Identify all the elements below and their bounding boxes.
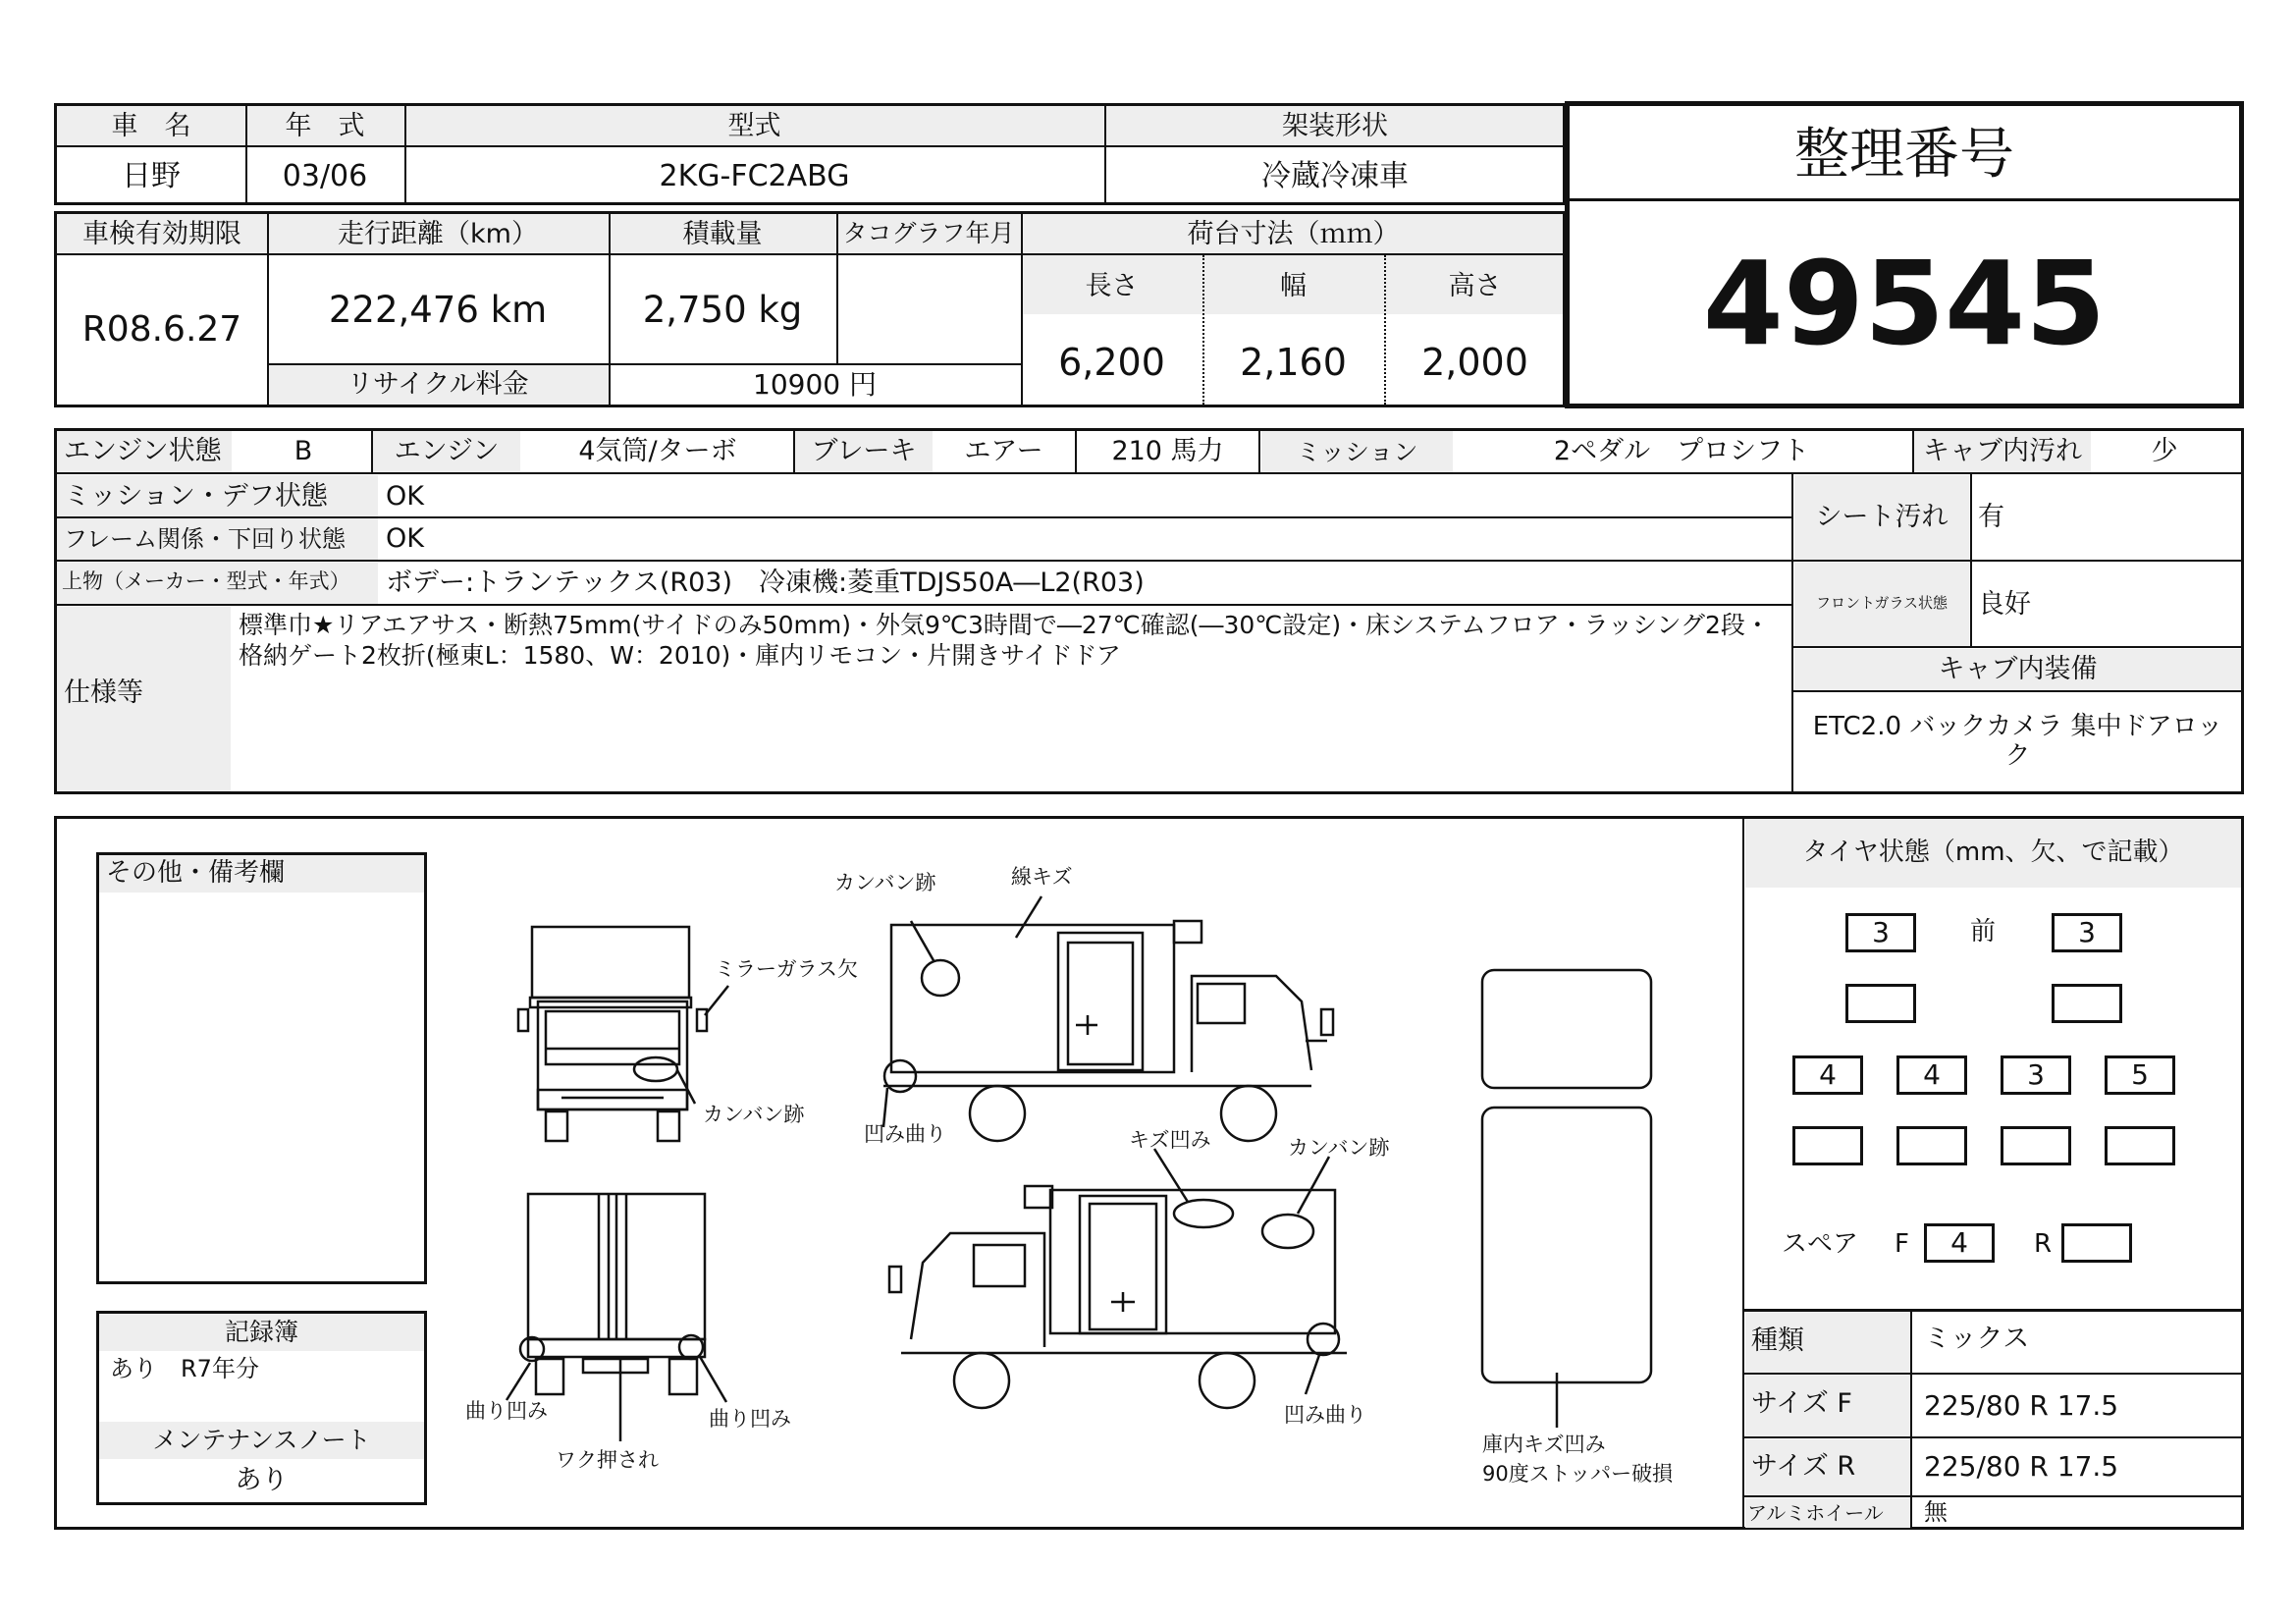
length-label: 長さ xyxy=(1085,271,1139,301)
body-value: 冷蔵冷凍車 xyxy=(1261,159,1409,193)
tire-front-right: 3 xyxy=(2052,913,2122,952)
label-interior2: 90度ストッパー破損 xyxy=(1482,1462,1674,1486)
tire-spare-f: 4 xyxy=(1924,1223,1995,1263)
tire-rear-7 xyxy=(2001,1126,2071,1165)
alumi-value: 無 xyxy=(1924,1498,1948,1526)
front-label: 前 xyxy=(1969,917,1996,947)
size-r-value: 225/80 R 17.5 xyxy=(1924,1450,2119,1483)
cab-equip-line2: ク xyxy=(2004,741,2031,771)
spec-line2: 格納ゲート2枚折(極東L：1580、W：2010)・庫内リモコン・片開きサイドドア xyxy=(239,641,1121,670)
spare-f-label: F xyxy=(1895,1229,1909,1259)
front-glass-label: フロントガラス状態 xyxy=(1815,594,1949,612)
label-kanban3: カンバン跡 xyxy=(1288,1136,1390,1160)
engine-state-label: エンジン状態 xyxy=(64,436,222,466)
label-kizu-hekomi: キズ凹み xyxy=(1129,1128,1211,1152)
label-magari2: 曲り凹み xyxy=(709,1407,791,1431)
tire-front-left: 3 xyxy=(1845,913,1916,952)
load-value: 2,750 kg xyxy=(642,289,803,331)
type-value: ミックス xyxy=(1924,1324,2030,1354)
model-label: 型式 xyxy=(727,111,781,141)
frame-label: フレーム関係・下回り状態 xyxy=(64,525,347,553)
type-label: 種類 xyxy=(1751,1325,1804,1356)
brake-label: ブレーキ xyxy=(811,436,917,466)
remarks-label: その他・備考欄 xyxy=(106,858,286,888)
label-interior1: 庫内キズ凹み xyxy=(1482,1433,1606,1456)
truck-front-view xyxy=(518,927,707,1141)
body-label: 架装形状 xyxy=(1282,111,1388,141)
truck-top-view xyxy=(1482,970,1651,1428)
label-kanban1: カンバン跡 xyxy=(834,871,936,894)
spec-label: 仕様等 xyxy=(64,677,143,708)
size-f-value: 225/80 R 17.5 xyxy=(1924,1389,2119,1422)
mileage-label: 走行距離（km） xyxy=(338,219,538,249)
cargo-label: 荷台寸法（ｍｍ） xyxy=(1187,219,1400,249)
tires-title: タイヤ状態（mm、欠、で記載） xyxy=(1802,838,2184,867)
upper-label: 上物（メーカー・型式・年式） xyxy=(62,569,350,593)
recycle-label: リサイクル料金 xyxy=(347,369,529,400)
reference-label: 整理番号 xyxy=(1794,123,2014,187)
mission-diff-value: OK xyxy=(386,481,424,512)
tire-rear-3: 3 xyxy=(2001,1055,2071,1095)
tacho-label: タコグラフ年月 xyxy=(842,219,1015,247)
label-magari1: 曲り凹み xyxy=(465,1399,548,1423)
label-sen-kizu: 線キズ xyxy=(1011,865,1073,889)
tire-rear-1: 4 xyxy=(1792,1055,1863,1095)
length-value: 6,200 xyxy=(1058,341,1165,384)
size-r-label: サイズ R xyxy=(1751,1451,1856,1482)
width-label: 幅 xyxy=(1280,271,1307,301)
spare-r-label: R xyxy=(2034,1229,2053,1259)
engine-value: 4気筒/ターボ xyxy=(578,436,737,466)
mission-diff-label: ミッション・デフ状態 xyxy=(64,481,328,512)
upper-value: ボデー:トランテックス(R03) 冷凍機:菱重TDJS50A―L2(R03) xyxy=(386,568,1145,598)
label-hekomi1: 凹み曲り xyxy=(864,1122,946,1146)
record-value: あり R7年分 xyxy=(110,1355,259,1382)
label-kanban2: カンバン跡 xyxy=(703,1103,805,1126)
spare-label: スペア xyxy=(1782,1229,1859,1259)
mission-label: ミッション xyxy=(1296,438,1418,466)
tire-front-right-inner xyxy=(2052,984,2122,1023)
width-value: 2,160 xyxy=(1240,341,1347,384)
tire-rear-6 xyxy=(1896,1126,1967,1165)
size-f-label: サイズ F xyxy=(1751,1388,1852,1419)
brake-value: エアー xyxy=(964,436,1043,466)
tire-rear-5 xyxy=(1792,1126,1863,1165)
engine-label: エンジン xyxy=(394,436,500,466)
label-mirror: ミラーガラス欠 xyxy=(715,957,858,981)
maker-label: 車 名 xyxy=(111,111,191,141)
spec-line1: 標準巾★リアエアサス・断熱75mm(サイドのみ50mm)・外気9℃3時間で―27℃確認(―30℃設定)・床システムフロア・ラッシング2段・ xyxy=(239,611,1770,639)
tire-spare-r xyxy=(2061,1223,2132,1263)
height-value: 2,000 xyxy=(1421,341,1528,384)
tire-rear-8 xyxy=(2105,1126,2175,1165)
mission-value: 2ペダル プロシフト xyxy=(1553,436,1810,466)
cab-equip-line1: ETC2.0 バックカメラ 集中ドアロッ xyxy=(1812,712,2223,741)
year-label: 年 式 xyxy=(285,111,365,141)
cab-dirt-label: キャブ内汚れ xyxy=(1923,436,2082,466)
truck-side-view-lower xyxy=(889,1149,1347,1408)
cab-equip-label: キャブ内装備 xyxy=(1938,654,2098,684)
maintenance-value: あり xyxy=(235,1465,289,1495)
recycle-value: 10900 円 xyxy=(753,368,877,401)
tire-rear-2: 4 xyxy=(1896,1055,1967,1095)
record-label: 記録簿 xyxy=(224,1318,298,1346)
seat-dirt-label: シート汚れ xyxy=(1815,502,1949,532)
year-value: 03/06 xyxy=(282,159,368,193)
frame-value: OK xyxy=(386,523,424,554)
engine-state-value: B xyxy=(294,436,313,466)
inspection-label: 車検有効期限 xyxy=(82,219,241,249)
mileage-value: 222,476 km xyxy=(328,289,548,331)
height-label: 高さ xyxy=(1448,271,1502,301)
load-label: 積載量 xyxy=(682,219,763,249)
label-waku: ワク押され xyxy=(556,1448,659,1472)
maker-value: 日野 xyxy=(122,159,181,193)
front-glass-value: 良好 xyxy=(1978,589,2031,620)
seat-dirt-value: 有 xyxy=(1978,502,2004,532)
model-value: 2KG-FC2ABG xyxy=(659,159,850,193)
tire-rear-4: 5 xyxy=(2105,1055,2175,1095)
maintenance-label: メンテナンスノート xyxy=(152,1426,371,1454)
cab-dirt-value: 少 xyxy=(2151,436,2178,466)
label-hekomi2: 凹み曲り xyxy=(1284,1403,1366,1427)
power-value: 210 馬力 xyxy=(1111,436,1224,466)
reference-number: 49545 xyxy=(1702,236,2107,371)
tire-front-left-inner xyxy=(1845,984,1916,1023)
alumi-label: アルミホイール xyxy=(1747,1501,1884,1525)
inspection-value: R08.6.27 xyxy=(81,309,242,350)
